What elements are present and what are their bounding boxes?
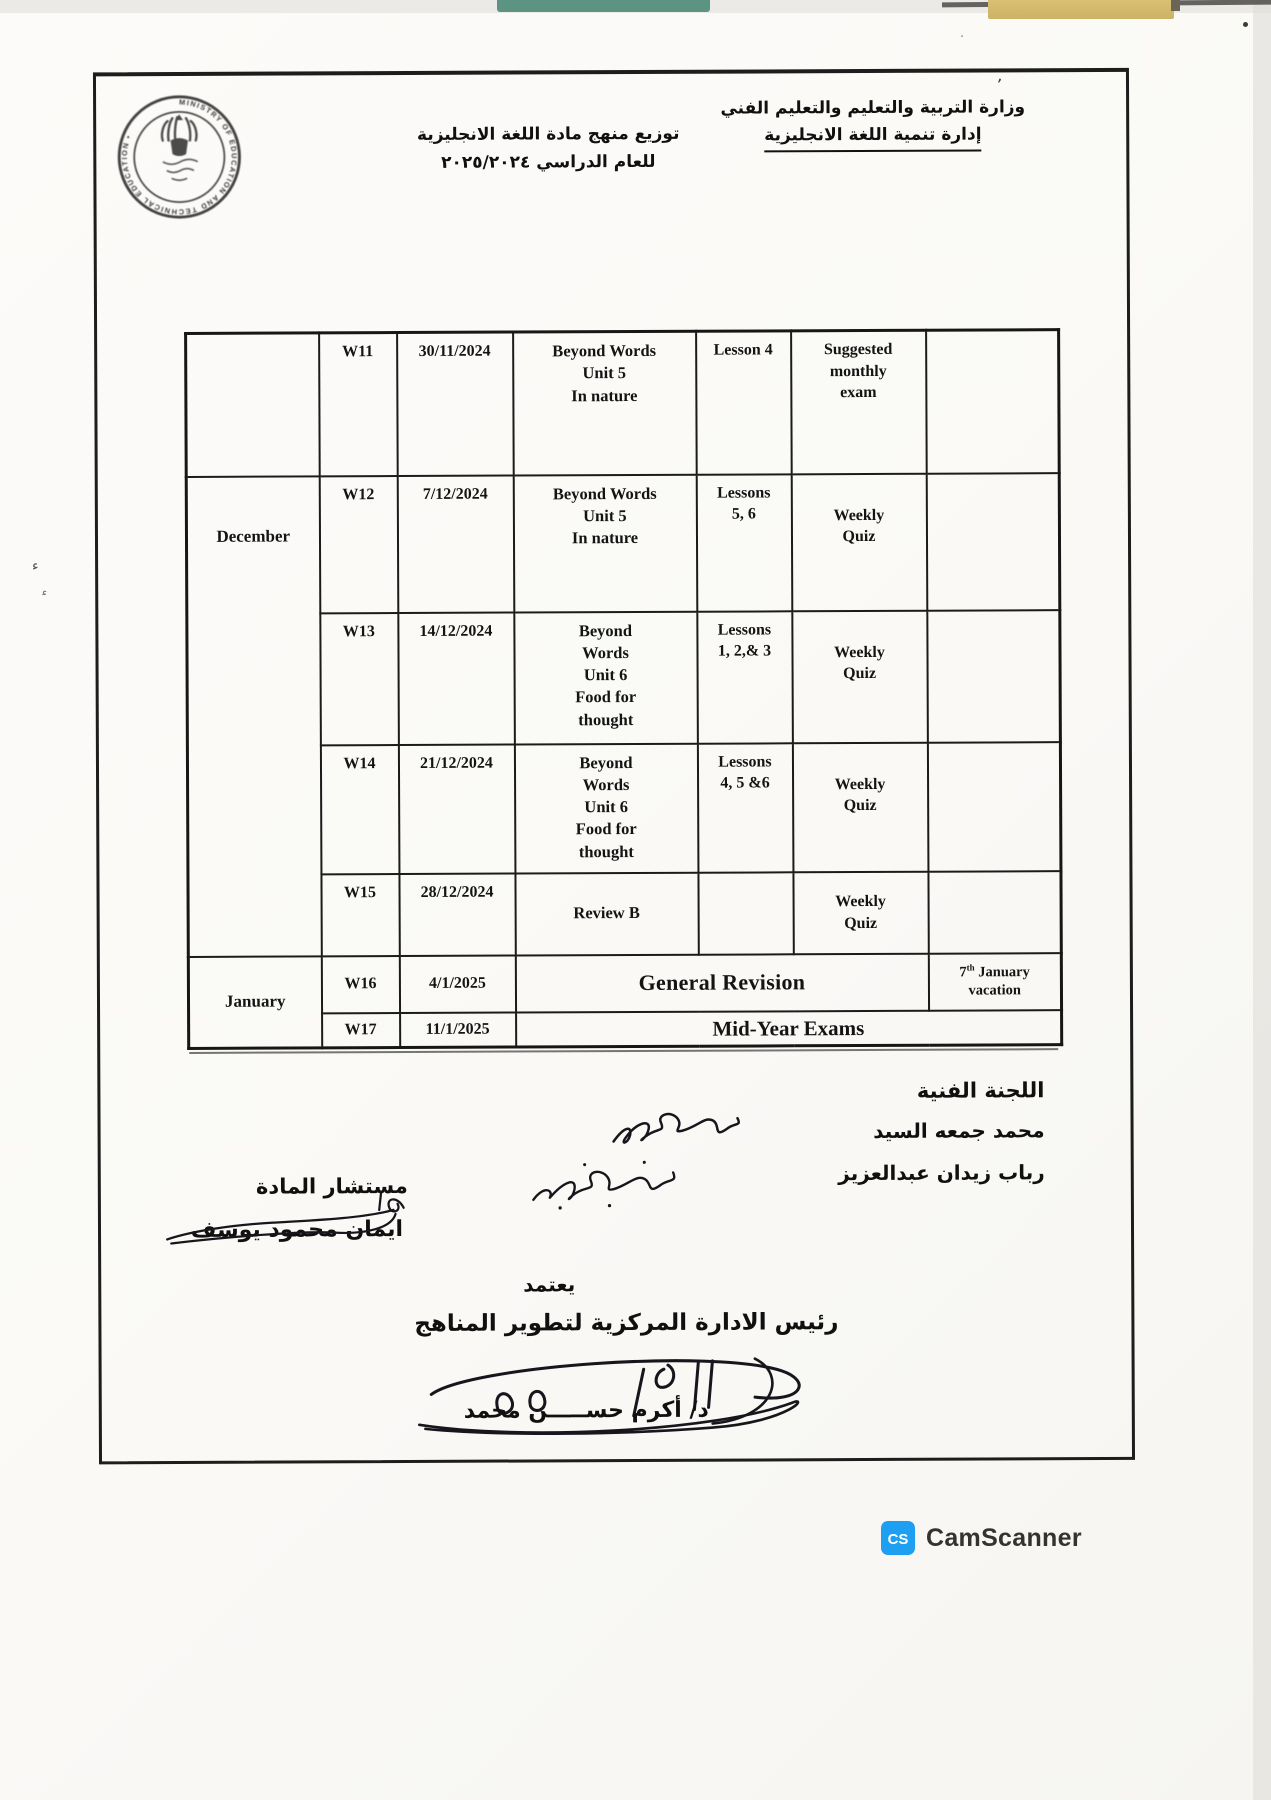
assessment-cell: Weekly Quiz <box>792 610 928 743</box>
month-cell-january: January <box>188 956 321 1049</box>
content-cell: Beyond Words Unit 6 Food for thought <box>514 743 698 873</box>
date-cell: 14/12/2024 <box>398 612 515 745</box>
committee-title: اللجنة الفنية <box>916 1078 1045 1103</box>
committee-member-1: محمد جمعه السيد <box>873 1118 1045 1143</box>
content-cell: Beyond Words Unit 5 In nature <box>513 331 697 475</box>
seal-center-script <box>163 159 198 180</box>
vacation-day: 7 <box>959 964 967 981</box>
week-cell: W14 <box>320 745 399 874</box>
date-cell: 30/11/2024 <box>397 332 514 476</box>
week-cell: W11 <box>319 333 398 476</box>
consultant-title: مستشار المادة <box>255 1173 408 1199</box>
week-cell: W16 <box>321 956 399 1013</box>
assessment-cell: Suggested monthly exam <box>791 330 927 474</box>
month-cell-december: December <box>186 476 321 957</box>
signature-member2-icon <box>523 1150 688 1223</box>
eagle-emblem-icon <box>162 117 197 140</box>
table-row-w11 <box>186 330 1060 477</box>
signature-approver-icon <box>378 1329 814 1449</box>
merged-cell-general-revision: General Revision <box>515 953 928 1012</box>
scan-smudge: · <box>960 30 965 45</box>
assessment-cell: Weekly Quiz <box>793 871 928 954</box>
date-cell: 11/1/2025 <box>400 1012 516 1048</box>
ministry-title: وزارة التربية والتعليم والتعليم الفني <box>720 97 1026 119</box>
camscanner-icon-text: CS <box>887 1531 909 1548</box>
notes-cell <box>928 871 1061 954</box>
date-cell: 4/1/2025 <box>399 955 515 1013</box>
committee-member-2: رباب زيدان عبدالعزيز <box>838 1160 1045 1186</box>
date-cell: 28/12/2024 <box>399 873 515 956</box>
doc-title-line1: توزيع منهج مادة اللغة الانجليزية <box>416 123 680 145</box>
lessons-cell: Lessons 1, 2,& 3 <box>697 611 793 743</box>
department-title: إدارة تنمية اللغة الانجليزية <box>764 122 981 153</box>
approval-word: يعتمد <box>523 1272 576 1297</box>
date-cell: 21/12/2024 <box>398 744 515 874</box>
vacation-label: January vacation <box>968 963 1030 999</box>
assessment-cell: Weekly Quiz <box>792 742 928 872</box>
notes-cell <box>926 330 1060 474</box>
signature-consultant-icon <box>161 1183 416 1256</box>
lessons-cell: Lessons 4, 5 &6 <box>697 743 793 872</box>
camscanner-label: CamScanner <box>926 1523 1082 1552</box>
table-row-w16 <box>188 953 1061 1014</box>
table-row-w12 <box>186 473 1060 614</box>
week-cell: W13 <box>320 613 399 745</box>
curriculum-table <box>184 328 1063 1050</box>
scan-smudge: ء <box>32 558 39 574</box>
ministry-seal-icon <box>114 92 245 223</box>
content-cell: Beyond Words Unit 6 Food for thought <box>514 611 698 744</box>
consultant-name: ايمان محمود يوسف <box>190 1217 404 1243</box>
week-cell: W17 <box>322 1013 400 1048</box>
assessment-cell: Weekly Quiz <box>791 473 927 611</box>
ministry-header <box>720 94 1025 153</box>
approver-name: د/ أكرم حســـــن محمد <box>463 1397 709 1424</box>
approver-title: رئيس الادارة المركزية لتطوير المناهج <box>414 1309 839 1337</box>
week-cell: W12 <box>319 476 398 613</box>
academic-year: للعام الدراسي ٢٠٢٥/٢٠٢٤ <box>441 151 656 173</box>
week-cell: W15 <box>321 874 399 956</box>
notes-cell <box>926 473 1060 611</box>
lessons-cell: Lesson 4 <box>696 331 792 474</box>
merged-cell-midyear-exams: Mid-Year Exams <box>516 1010 1062 1047</box>
content-cell: Beyond Words Unit 5 In nature <box>513 474 697 612</box>
camscanner-watermark <box>880 1520 1082 1556</box>
document-title <box>393 120 703 177</box>
notes-cell <box>927 610 1061 743</box>
scan-smudge: ء <box>40 585 49 600</box>
lessons-cell: Lessons 5, 6 <box>696 474 792 611</box>
date-cell: 7/12/2024 <box>397 475 514 613</box>
scan-smudge: ٬ <box>994 75 1003 97</box>
seal-ring-text: MINISTRY OF EDUCATION AND TECHNICAL EDUCATION • <box>119 97 239 217</box>
notes-cell-vacation <box>928 953 1061 1011</box>
month-cell-empty <box>186 333 320 477</box>
camscanner-icon <box>880 1520 916 1556</box>
ordinal-suffix: th <box>966 962 975 973</box>
content-cell: Review B <box>515 872 698 955</box>
lessons-cell <box>698 872 793 954</box>
notes-cell <box>927 742 1061 872</box>
